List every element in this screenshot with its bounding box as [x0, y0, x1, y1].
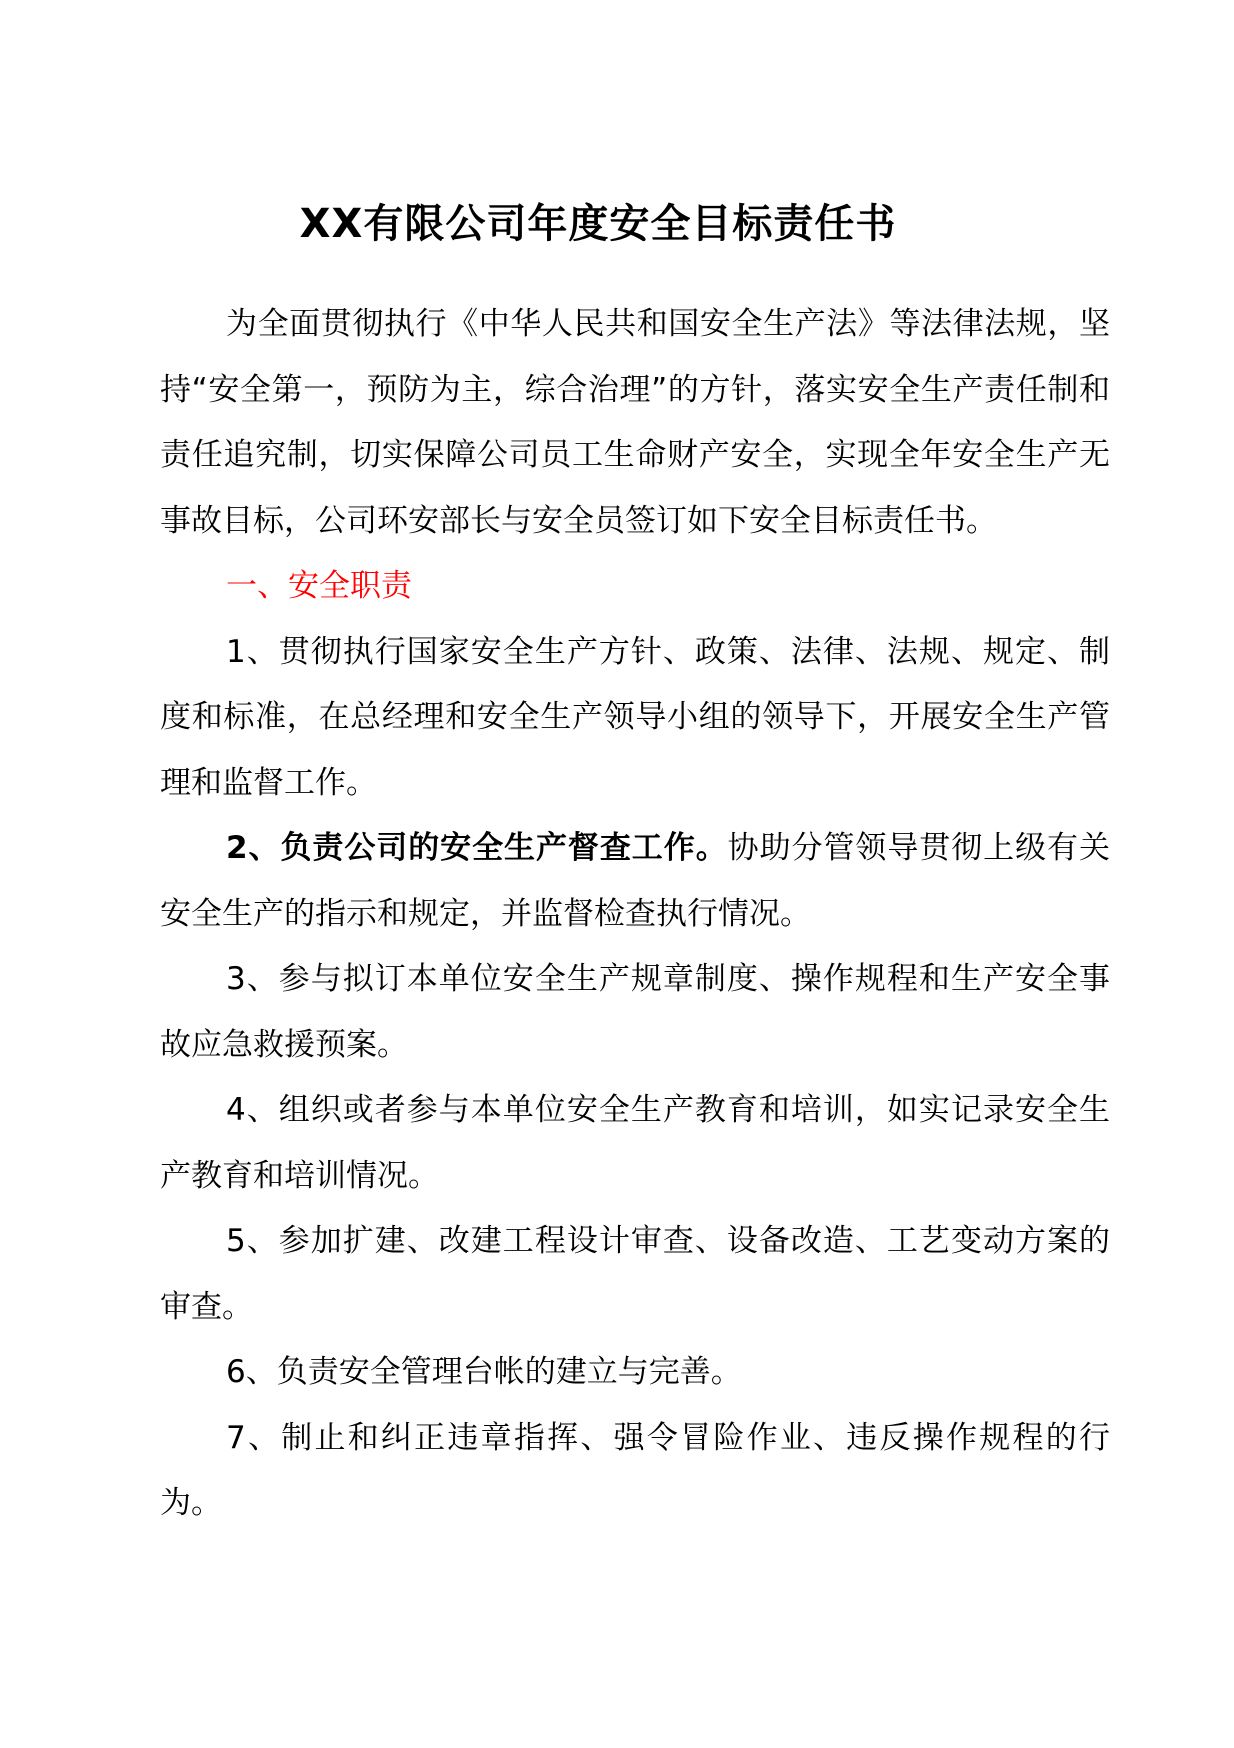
document-title: XX有限公司年度安全目标责任书	[299, 201, 897, 247]
section-heading-safety-duties: 一、安全职责	[226, 568, 412, 604]
duty-item-7: 7、制止和纠正违章指挥、强令冒险作业、违反操作规程的行为。	[160, 1419, 1110, 1521]
duty-item-2	[160, 816, 1110, 947]
duty-item-1: 1、贯彻执行国家安全生产方针、政策、法律、法规、规定、制度和标准，在总经理和安全生产领导小组的领导下，开展安全生产管理和监督工作。	[160, 633, 1110, 801]
duty-item-6: 6、负责安全管理台帐的建立与完善。	[226, 1354, 742, 1390]
duty-item-2-bold-lead: 2、负责公司的安全生产督查工作。	[226, 830, 728, 866]
duty-item-3: 3、参与拟订本单位安全生产规章制度、操作规程和生产安全事故应急救援预案。	[160, 961, 1110, 1063]
duty-item-2-text: 协助分管领导贯彻上级有关安全生产的指示和规定，并监督检查执行情况。	[160, 830, 1110, 932]
duty-item-5: 5、参加扩建、改建工程设计审查、设备改造、工艺变动方案的审查。	[160, 1223, 1110, 1325]
duty-item-4: 4、组织或者参与本单位安全生产教育和培训，如实记录安全生产教育和培训情况。	[160, 1092, 1110, 1194]
intro-paragraph: 为全面贯彻执行《中华人民共和国安全生产法》等法律法规，坚持“安全第一，预防为主，综合治理”的方针，落实安全生产责任制和责任追究制，切实保障公司员工生命财产安全，实现全年安全生产无事故目标，公司环安部长与安全员签订如下安全目标责任书。	[160, 306, 1110, 539]
document-page	[160, 0, 1110, 1748]
document-body	[160, 292, 1110, 1537]
